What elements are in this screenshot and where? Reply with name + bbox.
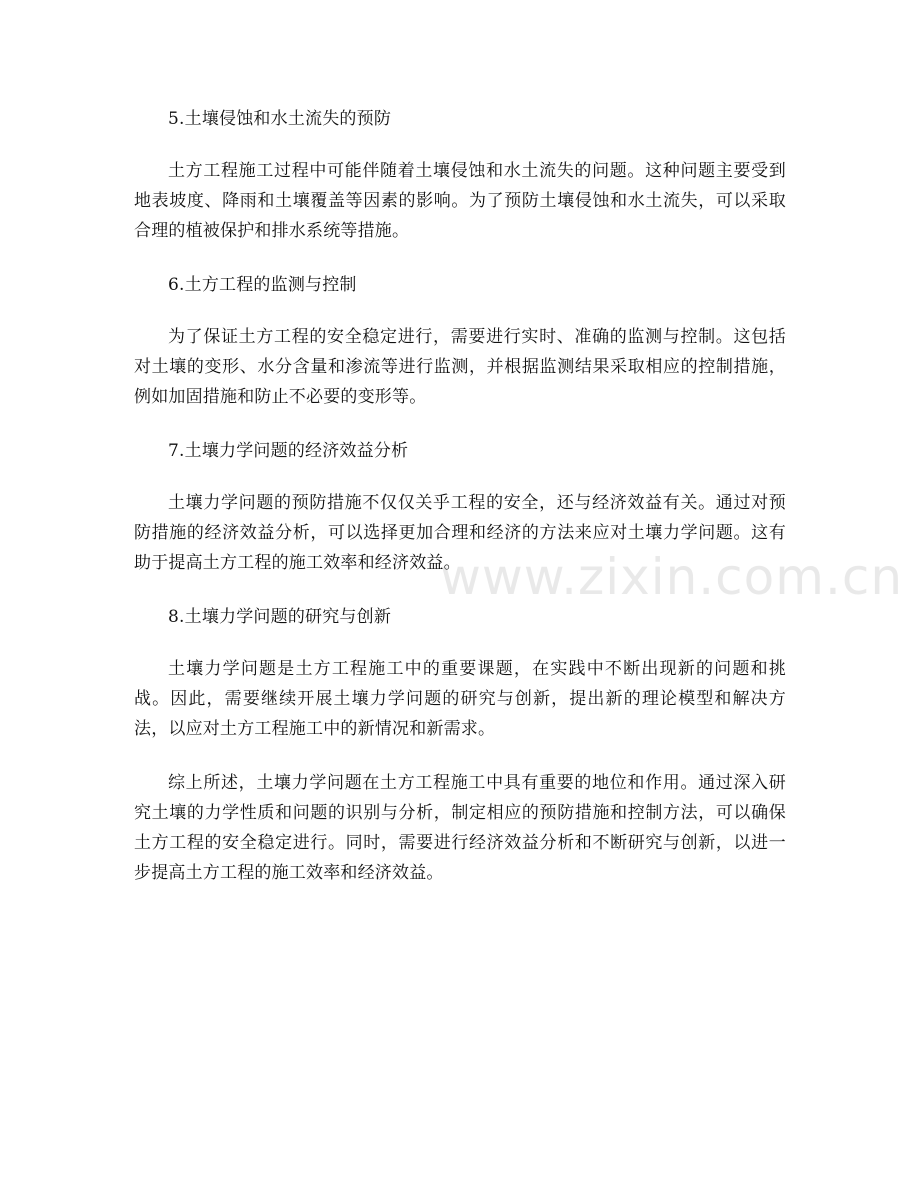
section-body-7: 土壤力学问题的预防措施不仅仅关乎工程的安全，还与经济效益有关。通过对预防措施的经济效益分析，可以选择更加合理和经济的方法来应对土壤力学问题。这有助于提高土方工程的施工效率和经济效益。 [134,493,786,573]
document-content [134,104,786,912]
section-heading-5: 5.土壤侵蚀和水土流失的预防 [168,109,392,129]
section-heading-7: 7.土壤力学问题的经济效益分析 [168,441,409,461]
section-body-6: 为了保证土方工程的安全稳定进行，需要进行实时、准确的监测与控制。这包括对土壤的变形、水分含量和渗流等进行监测，并根据监测结果采取相应的控制措施，例如加固措施和防止不必要的变形等。 [134,327,786,407]
section-heading-8: 8.土壤力学问题的研究与创新 [168,607,392,627]
section-body-5: 土方工程施工过程中可能伴随着土壤侵蚀和水土流失的问题。这种问题主要受到地表坡度、降雨和土壤覆盖等因素的影响。为了预防土壤侵蚀和水土流失，可以采取合理的植被保护和排水系统等措施。 [134,161,786,241]
section-body-8: 土壤力学问题是土方工程施工中的重要课题，在实践中不断出现新的问题和挑战。因此，需要继续开展土壤力学问题的研究与创新，提出新的理论模型和解决方法，以应对土方工程施工中的新情况和新需求。 [134,659,786,739]
section-heading-6: 6.土方工程的监测与控制 [168,275,357,295]
conclusion-paragraph: 综上所述，土壤力学问题在土方工程施工中具有重要的地位和作用。通过深入研究土壤的力学性质和问题的识别与分析，制定相应的预防措施和控制方法，可以确保土方工程的安全稳定进行。同时，需要进行经济效益分析和不断研究与创新，以进一步提高土方工程的施工效率和经济效益。 [134,773,786,883]
watermark: www.zixin.com.cn [440,548,904,606]
